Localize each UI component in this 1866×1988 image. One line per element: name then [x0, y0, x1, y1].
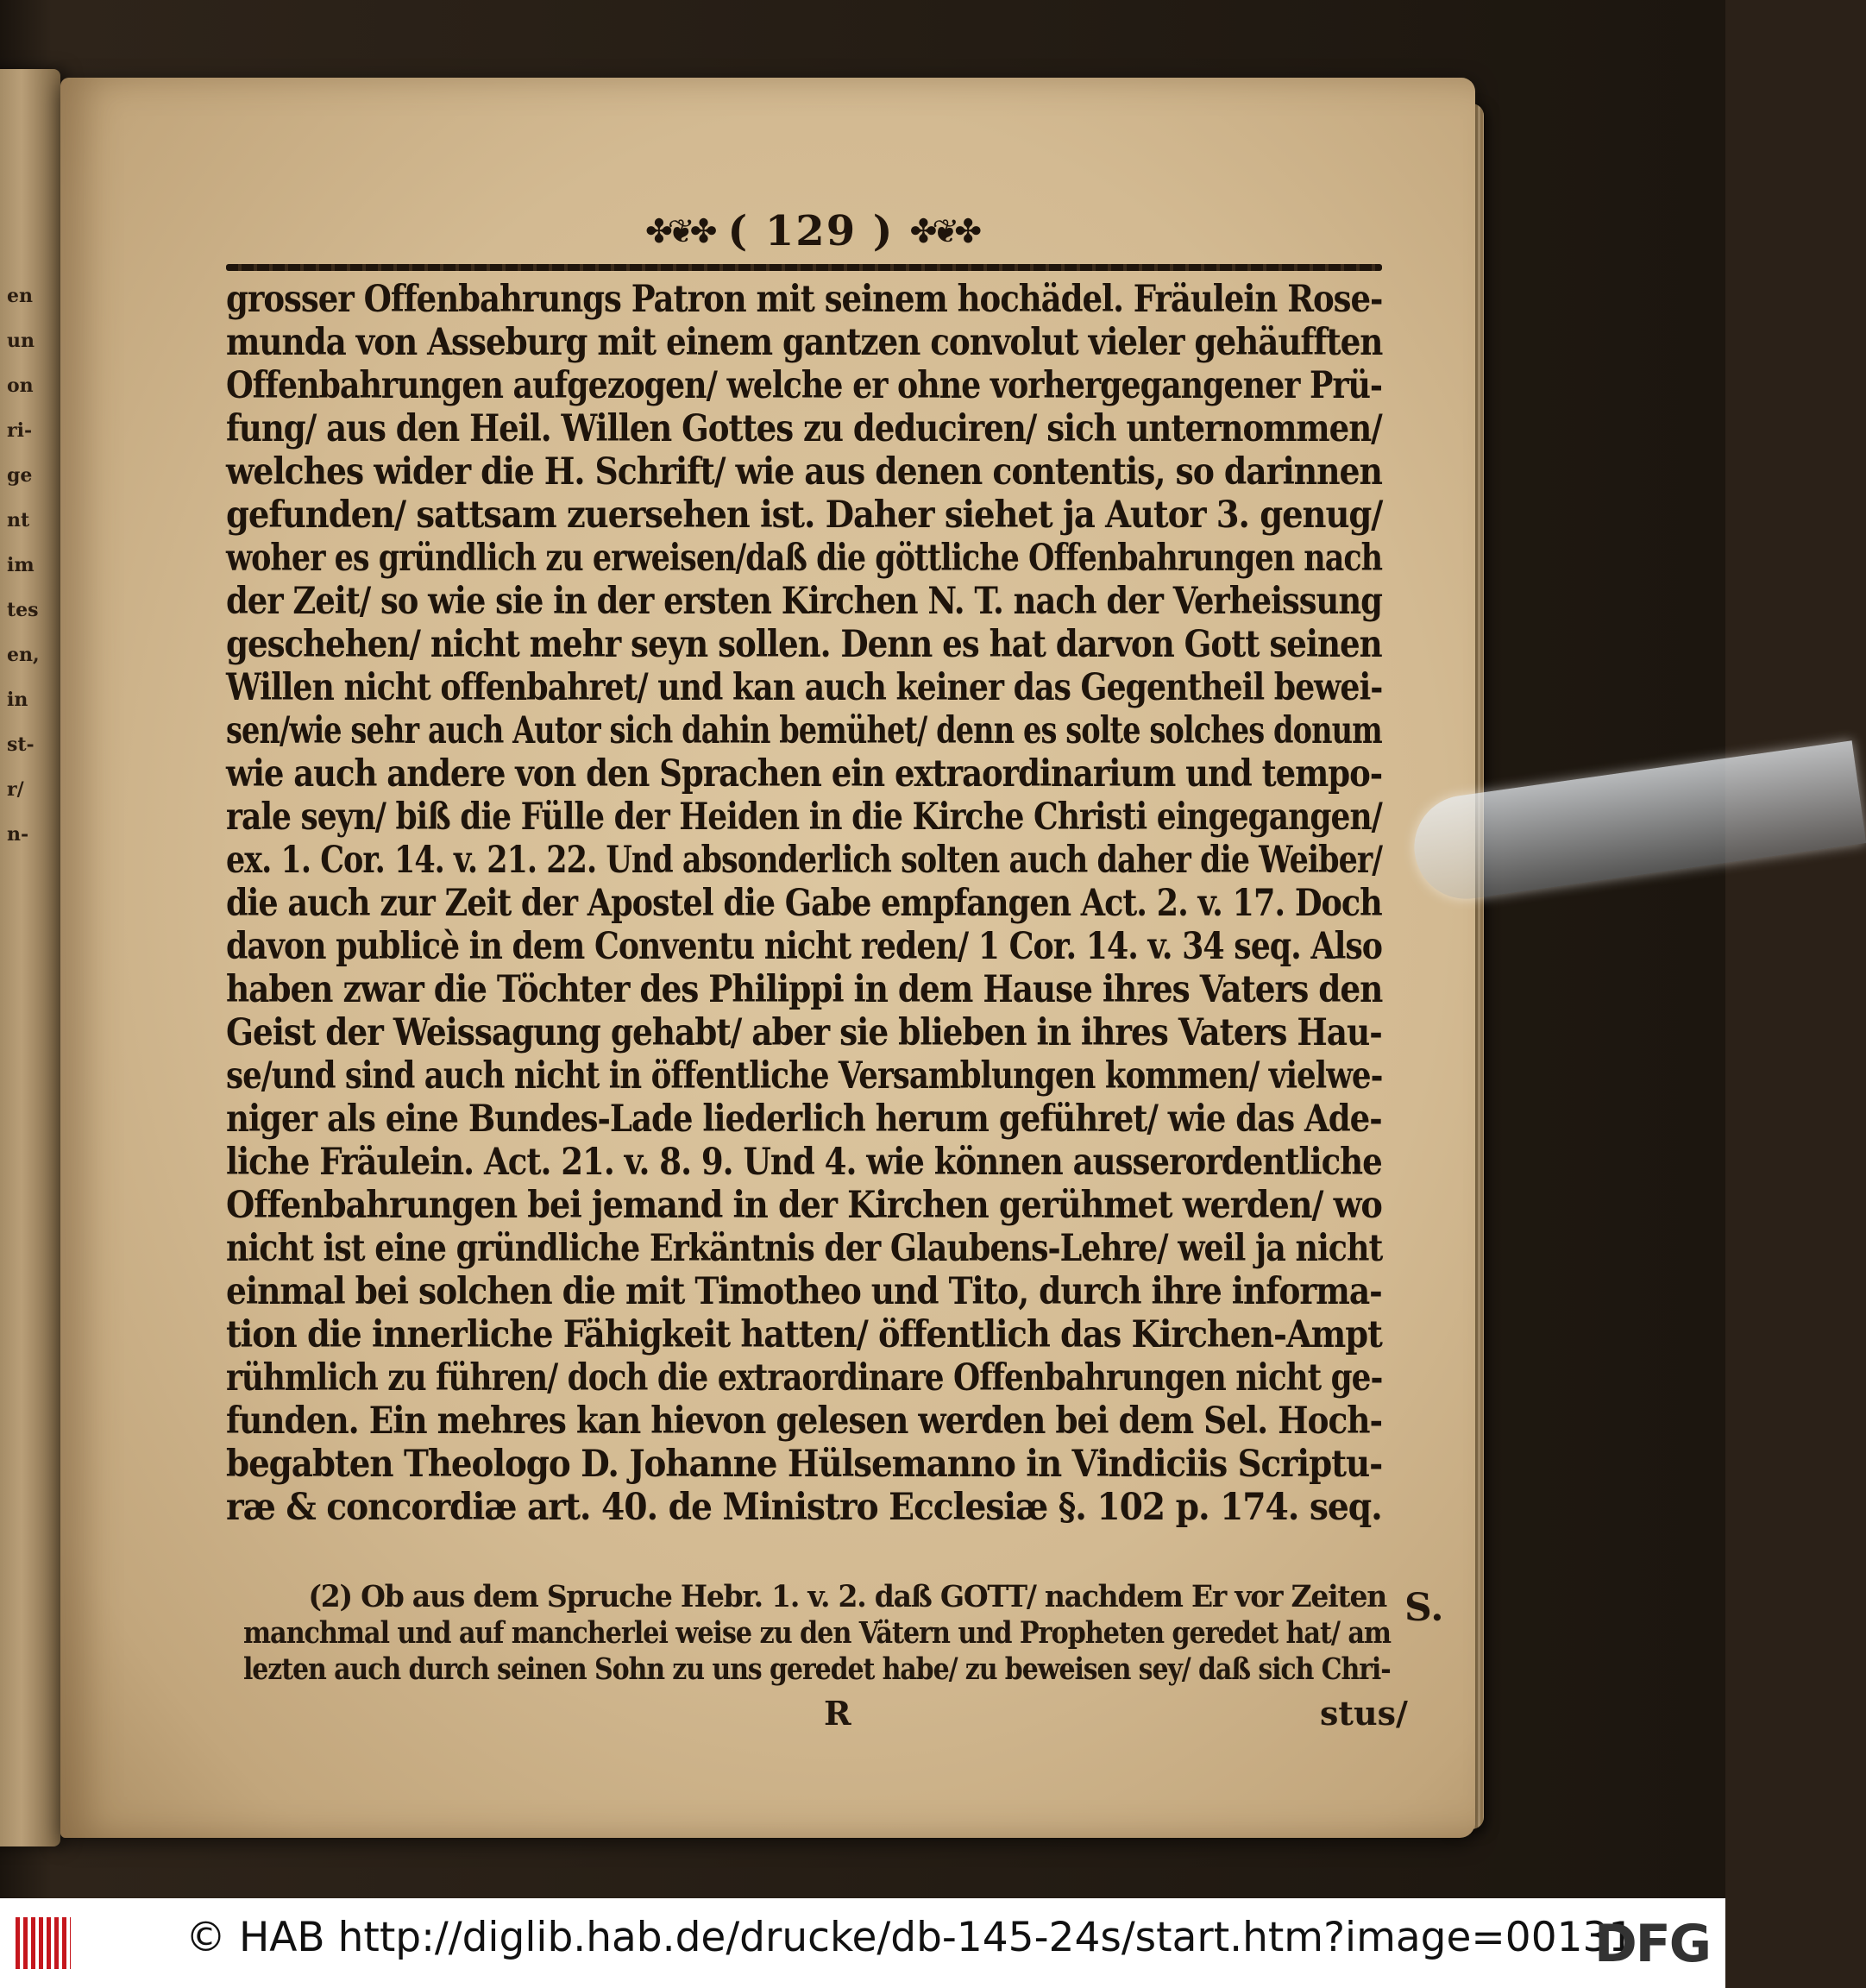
text-line: der Zeit/ so wie sie in der ersten Kirchen N. T. nach der Verheissung	[226, 580, 1382, 623]
text-line: die auch zur Zeit der Apostel die Gabe empfangen Act. 2. v. 17. Doch	[226, 882, 1382, 925]
text-line: Offenbahrungen bei jemand in der Kirchen gerühmet werden/ wo	[226, 1184, 1382, 1227]
text-line: nicht ist eine gründliche Erkäntnis der Glaubens-Lehre/ weil ja nicht	[226, 1227, 1383, 1270]
text-line: niger als eine Bundes-Lade liederlich herum geführet/ wie das Ade-	[226, 1098, 1382, 1141]
left-page-fragment: on	[7, 374, 34, 397]
text-line: se/und sind auch nicht in öffentliche Versamblungen kommen/ vielwe-	[226, 1054, 1383, 1098]
left-page-fragment: nt	[7, 509, 30, 532]
ornament-right-icon: ✤❦✤	[909, 212, 977, 250]
text-line: davon publicè in dem Conventu nicht reden/ 1 Cor. 14. v. 34 seq. Also	[226, 925, 1382, 968]
margin-letter: S.	[1404, 1586, 1444, 1630]
left-page-fragment: n-	[7, 823, 29, 846]
text-line: geschehen/ nicht mehr seyn sollen. Denn es hat darvon Gott seinen	[226, 623, 1382, 666]
text-line: liche Fräulein. Act. 21. v. 8. 9. Und 4. wie können ausserordentliche	[226, 1141, 1382, 1184]
left-page-fragment: en	[7, 285, 33, 307]
credit-link[interactable]: © HAB http://diglib.hab.de/drucke/db-145-24s/start.htm?image=00131	[185, 1914, 1635, 1961]
page-number: ( 129 )	[727, 207, 895, 255]
left-page-fragment: ri-	[7, 419, 33, 442]
left-page-fragment: st-	[7, 733, 35, 756]
text-line: wie auch andere von den Sprachen ein extraordinarium und tempo-	[226, 752, 1383, 796]
text-line: begabten Theologo D. Johanne Hülsemanno in Vindiciis Scriptu-	[226, 1443, 1383, 1486]
footnotes	[243, 1579, 1391, 1688]
text-line: rühmlich zu führen/ doch die extraordinare Offenbahrungen nicht ge-	[226, 1356, 1383, 1400]
text-line: munda von Asseburg mit einem gantzen convolut vieler gehäufften	[226, 321, 1383, 364]
header-rule	[226, 264, 1382, 271]
text-line: woher es gründlich zu erweisen/daß die göttliche Offenbahrungen nach	[226, 537, 1383, 580]
text-line: rale seyn/ biß die Fülle der Heiden in die Kirche Christi eingegangen/	[226, 796, 1382, 839]
left-page-fragment: un	[7, 330, 35, 352]
text-line: Willen nicht offenbahret/ und kan auch keiner das Gegentheil bewei-	[226, 666, 1383, 709]
text-line: funden. Ein mehres kan hievon gelesen werden bei dem Sel. Hoch-	[226, 1400, 1382, 1443]
footer-bar	[0, 1898, 1725, 1988]
left-page-fragment: tes	[7, 599, 39, 621]
text-line: Offenbahrungen aufgezogen/ welche er ohne vorhergegangener Prü-	[226, 364, 1382, 407]
footnote-line: (2) Ob aus dem Spruche Hebr. 1. v. 2. daß GOTT/ nachdem Er vor Zeiten	[308, 1579, 1386, 1614]
left-page-fragment: in	[7, 689, 28, 711]
text-line: welches wider die H. Schrift/ wie aus denen contentis, so darinnen	[226, 450, 1382, 494]
left-page-fragment: en,	[7, 644, 40, 666]
text-line: ex. 1. Cor. 14. v. 21. 22. Und absonderlich solten auch daher die Weiber/	[226, 839, 1383, 882]
hab-logo-icon[interactable]	[16, 1917, 71, 1969]
text-line: haben zwar die Töchter des Philippi in dem Hause ihres Vaters den	[226, 968, 1383, 1011]
text-line: einmal bei solchen die mit Timotheo und Tito, durch ihre informa-	[226, 1270, 1382, 1313]
signature-mark: R	[824, 1694, 851, 1733]
left-page-fragment: im	[7, 554, 35, 576]
footnote-line: lezten auch durch seinen Sohn zu uns geredet habe/ zu beweisen sey/ daß sich Chri-	[243, 1651, 1391, 1687]
text-line: Geist der Weissagung gehabt/ aber sie blieben in ihres Vaters Hau-	[226, 1011, 1382, 1054]
text-line: grosser Offenbahrungs Patron mit seinem hochädel. Fräulein Rose-	[226, 278, 1383, 321]
page-header	[638, 205, 983, 257]
ornament-left-icon: ✤❦✤	[644, 212, 713, 250]
dfg-logo[interactable]: DFG	[1594, 1914, 1711, 1974]
catchword: stus/	[1320, 1694, 1408, 1733]
footnote-line: manchmal und auf mancherlei weise zu den Vätern und Propheten geredet hat/ am	[243, 1615, 1391, 1651]
body-text	[226, 278, 1382, 1529]
text-line: fung/ aus den Heil. Willen Gottes zu deduciren/ sich unternommen/	[226, 407, 1382, 450]
text-line: sen/wie sehr auch Autor sich dahin bemühet/ denn es solte solches donum	[226, 709, 1382, 752]
left-page-fragment: r/	[7, 778, 24, 801]
text-line: ræ & concordiæ art. 40. de Ministro Ecclesiæ §. 102 p. 174. seq.	[226, 1486, 1382, 1529]
text-line: tion die innerliche Fähigkeit hatten/ öffentlich das Kirchen-Ampt	[226, 1313, 1382, 1356]
text-line: gefunden/ sattsam zuersehen ist. Daher siehet ja Autor 3. genug/	[226, 494, 1383, 537]
left-page-fragment: ge	[7, 464, 33, 487]
